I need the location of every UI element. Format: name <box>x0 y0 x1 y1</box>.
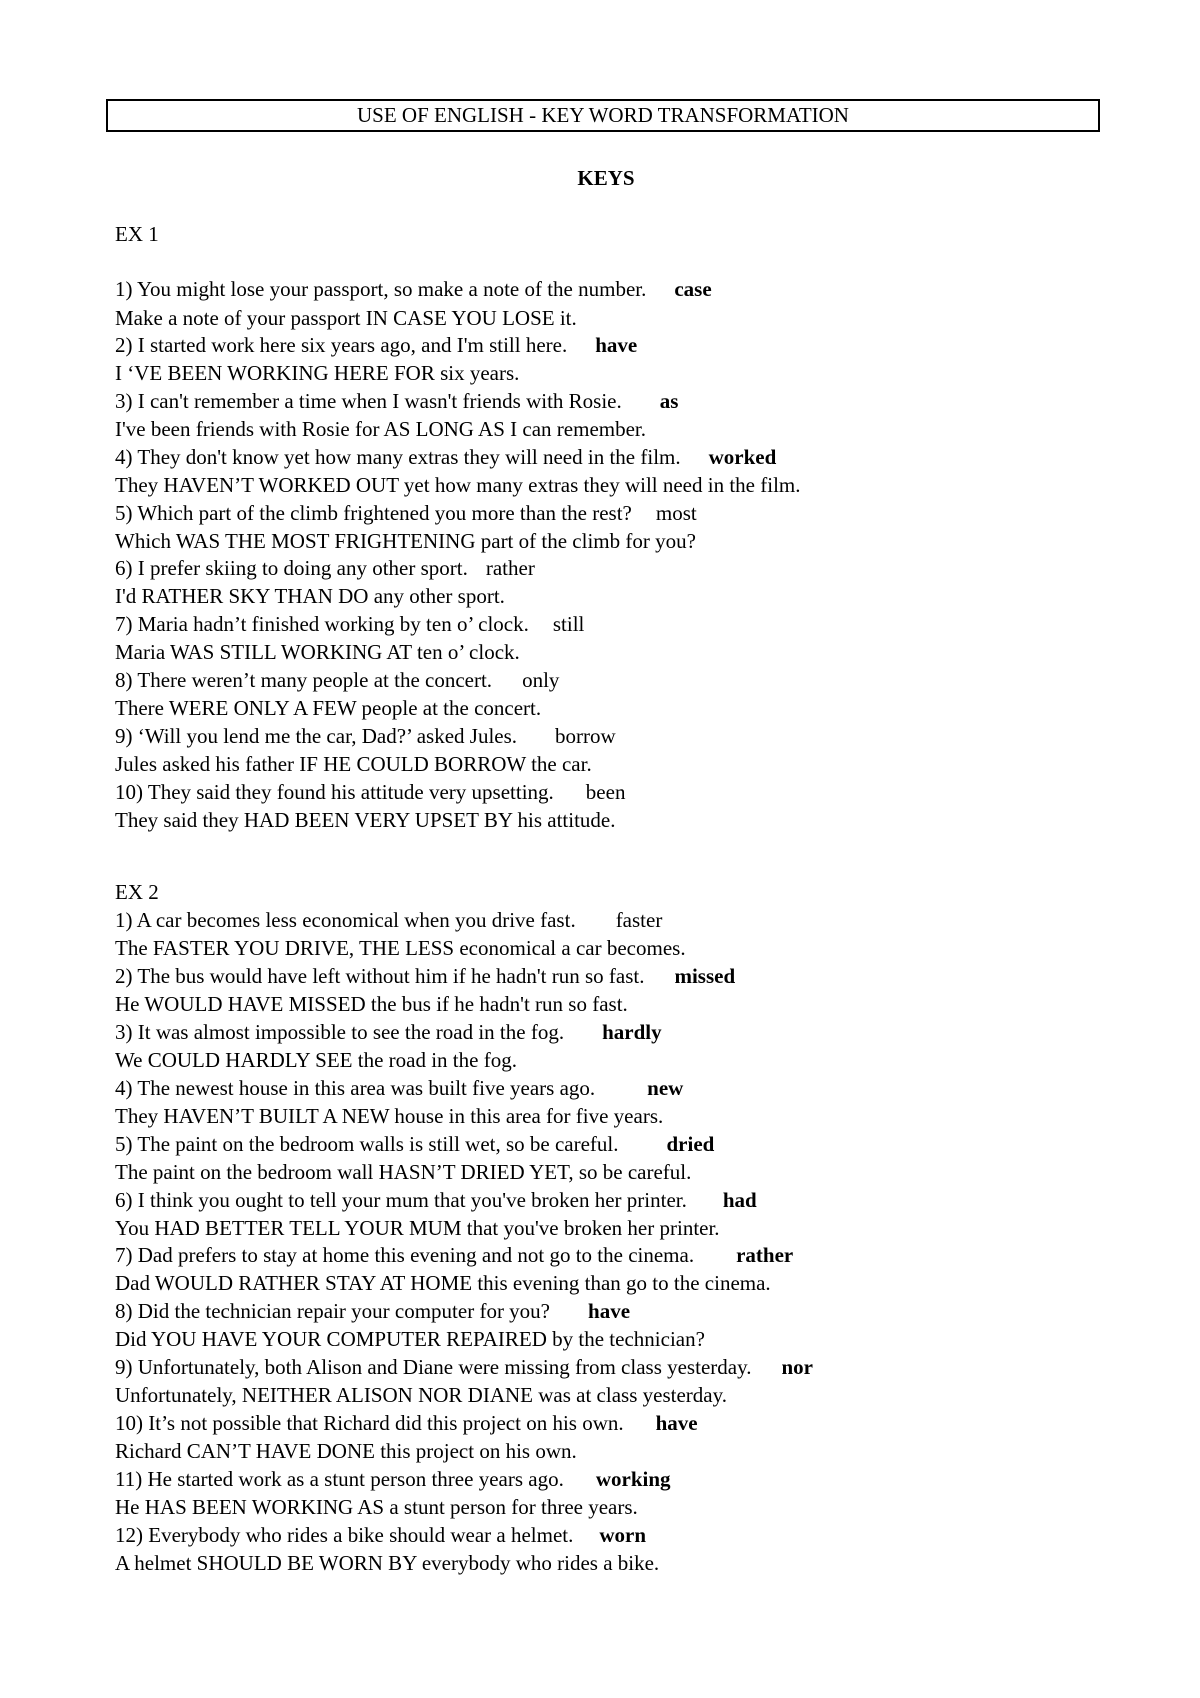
key-word: nor <box>781 1355 813 1379</box>
keys-heading: KEYS <box>577 166 635 190</box>
ex1-answer-8: There WERE ONLY A FEW people at the concert. <box>115 696 542 720</box>
ex1-answer-9: Jules asked his father IF HE COULD BORROW the car. <box>115 752 592 776</box>
ex1-question-9: 9) ‘Will you lend me the car, Dad?’ asked Jules. borrow <box>115 724 616 748</box>
key-word: rather <box>485 556 535 580</box>
key-word: missed <box>674 964 736 988</box>
ex2-question-5: 5) The paint on the bedroom walls is still wet, so be careful. dried <box>115 1132 715 1156</box>
ex1-question-6: 6) I prefer skiing to doing any other sport. rather <box>115 556 535 580</box>
ex2-answer-11: He HAS BEEN WORKING AS a stunt person for three years. <box>115 1495 638 1519</box>
ex1-answer-6: I'd RATHER SKY THAN DO any other sport. <box>115 584 505 608</box>
ex2-answer-9: Unfortunately, NEITHER ALISON NOR DIANE was at class yesterday. <box>115 1383 727 1407</box>
ex2-question-10: 10) It’s not possible that Richard did this project on his own. have <box>115 1411 698 1435</box>
ex2-question-1: 1) A car becomes less economical when you drive fast. faster <box>115 908 663 932</box>
key-word: still <box>552 612 585 636</box>
ex2-question-7: 7) Dad prefers to stay at home this evening and not go to the cinema. rather <box>115 1243 794 1267</box>
key-word: most <box>655 501 697 525</box>
key-word: been <box>585 780 626 804</box>
ex2-answer-8: Did YOU HAVE YOUR COMPUTER REPAIRED by the technician? <box>115 1327 705 1351</box>
key-word: borrow <box>555 724 616 748</box>
ex1-answer-10: They said they HAD BEEN VERY UPSET BY his attitude. <box>115 808 616 832</box>
document-title: USE OF ENGLISH - KEY WORD TRANSFORMATION <box>357 103 849 127</box>
ex1-question-2: 2) I started work here six years ago, and I'm still here. have <box>115 333 638 357</box>
ex1-answer-4: They HAVEN’T WORKED OUT yet how many extras they will need in the film. <box>115 473 801 497</box>
ex2-question-12: 12) Everybody who rides a bike should wear a helmet. worn <box>115 1523 647 1547</box>
ex1-question-1: 1) You might lose your passport, so make a note of the number. case <box>115 277 712 301</box>
ex1-question-7: 7) Maria hadn’t finished working by ten o’ clock. still <box>115 612 585 636</box>
key-word: worn <box>599 1523 647 1547</box>
key-word: as <box>659 389 679 413</box>
ex2-answer-4: They HAVEN’T BUILT A NEW house in this area for five years. <box>115 1104 664 1128</box>
ex1-question-5: 5) Which part of the climb frightened you more than the rest? most <box>115 501 697 525</box>
ex2-question-8: 8) Did the technician repair your computer for you? have <box>115 1299 631 1323</box>
key-word: only <box>522 668 560 692</box>
key-word: have <box>655 1411 698 1435</box>
ex1-answer-5: Which WAS THE MOST FRIGHTENING part of the climb for you? <box>115 529 696 553</box>
key-word: new <box>647 1076 684 1100</box>
ex1-question-3: 3) I can't remember a time when I wasn't friends with Rosie. as <box>115 389 679 413</box>
key-word: dried <box>666 1132 715 1156</box>
ex1-answer-3: I've been friends with Rosie for AS LONG AS I can remember. <box>115 417 646 441</box>
ex2-question-3: 3) It was almost impossible to see the road in the fog. hardly <box>115 1020 662 1044</box>
key-word: have <box>595 333 638 357</box>
ex2-question-4: 4) The newest house in this area was built five years ago. new <box>115 1076 684 1100</box>
ex1-answer-1: Make a note of your passport IN CASE YOU LOSE it. <box>115 306 577 330</box>
ex2-answer-5: The paint on the bedroom wall HASN’T DRIED YET, so be careful. <box>115 1160 692 1184</box>
ex2-answer-3: We COULD HARDLY SEE the road in the fog. <box>115 1048 517 1072</box>
ex1-answer-2: I ‘VE BEEN WORKING HERE FOR six years. <box>115 361 520 385</box>
key-word: rather <box>736 1243 794 1267</box>
ex2-answer-1: The FASTER YOU DRIVE, THE LESS economical a car becomes. <box>115 936 686 960</box>
key-word: hardly <box>602 1020 662 1044</box>
ex2-answer-7: Dad WOULD RATHER STAY AT HOME this evening than go to the cinema. <box>115 1271 771 1295</box>
key-word: worked <box>708 445 777 469</box>
key-word: faster <box>615 908 663 932</box>
ex2-question-6: 6) I think you ought to tell your mum that you've broken her printer. had <box>115 1188 757 1212</box>
ex2-answer-2: He WOULD HAVE MISSED the bus if he hadn't run so fast. <box>115 992 628 1016</box>
ex1-question-4: 4) They don't know yet how many extras they will need in the film. worked <box>115 445 777 469</box>
ex2-answer-10: Richard CAN’T HAVE DONE this project on his own. <box>115 1439 577 1463</box>
ex2-answer-12: A helmet SHOULD BE WORN BY everybody who rides a bike. <box>115 1551 660 1575</box>
key-word: have <box>588 1299 631 1323</box>
ex1-heading: EX 1 <box>115 222 159 246</box>
ex2-heading: EX 2 <box>115 880 159 904</box>
key-word: case <box>674 277 712 301</box>
ex2-answer-6: You HAD BETTER TELL YOUR MUM that you've broken her printer. <box>115 1216 720 1240</box>
key-word: had <box>722 1188 757 1212</box>
document-title-box <box>106 99 1100 132</box>
ex1-answer-7: Maria WAS STILL WORKING AT ten o’ clock. <box>115 640 520 664</box>
key-word: working <box>595 1467 671 1491</box>
ex2-question-2: 2) The bus would have left without him if he hadn't run so fast. missed <box>115 964 736 988</box>
ex2-question-9: 9) Unfortunately, both Alison and Diane were missing from class yesterday. nor <box>115 1355 813 1379</box>
ex1-question-10: 10) They said they found his attitude very upsetting. been <box>115 780 626 804</box>
ex1-question-8: 8) There weren’t many people at the concert. only <box>115 668 560 692</box>
ex2-question-11: 11) He started work as a stunt person three years ago. working <box>115 1467 671 1491</box>
